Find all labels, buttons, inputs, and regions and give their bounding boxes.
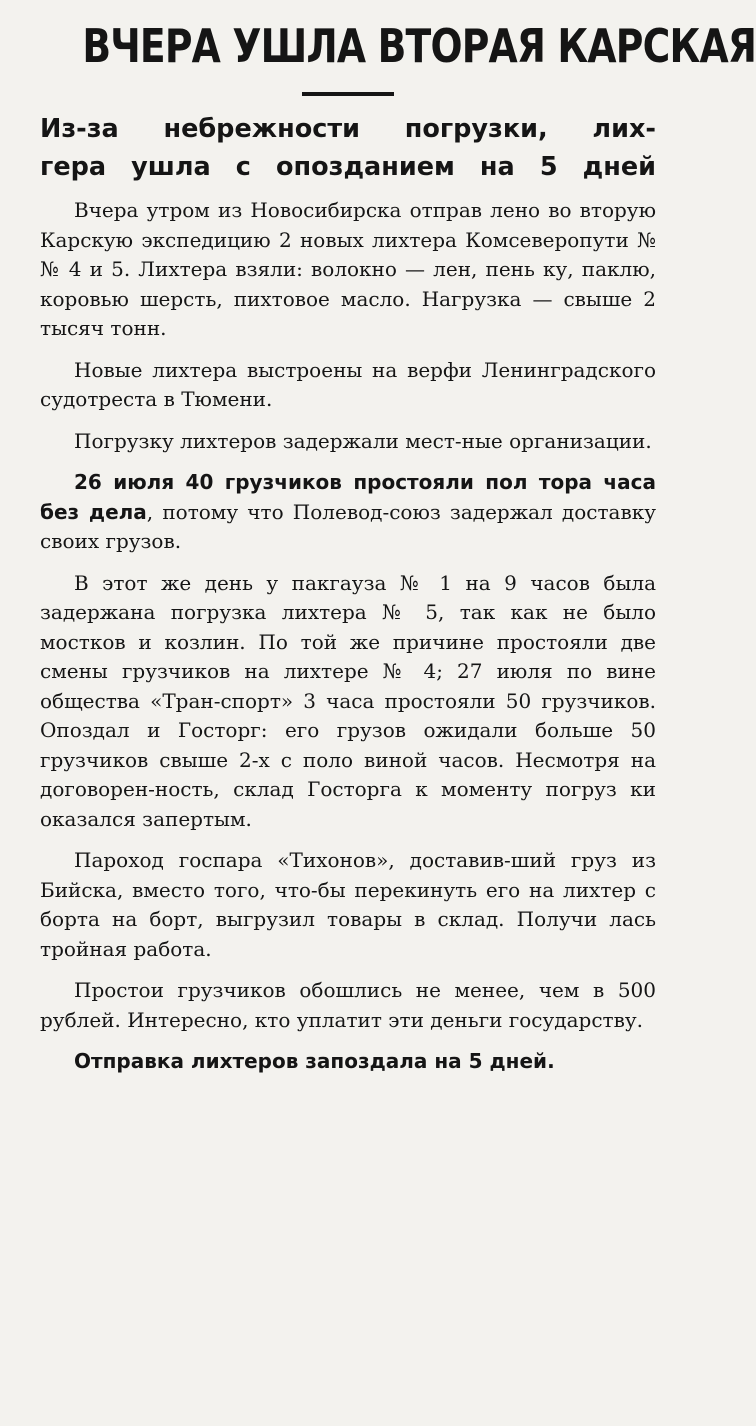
paragraph-6 xyxy=(40,846,656,964)
paragraph-7 xyxy=(40,976,656,1035)
paragraph-text: , потому что Полевод-союз задержал доставку своих грузов. xyxy=(40,499,656,553)
paragraph-1 xyxy=(40,196,656,344)
headline-divider xyxy=(302,92,394,96)
paragraph-text: Новые лихтера выстроены на верфи Ленинградского судотреста в Тюмени. xyxy=(40,357,656,411)
paragraph-8 xyxy=(40,1047,656,1077)
paragraph-text: В этот же день у пакгауза № 1 на 9 часов была задержана погрузка лихтера № 5, так как не было мостков и козлин. По той же причине простояли две смены грузчиков на лихтере № 4; 27 июля по вине общества «Тран-спорт» 3 часа простояли 50 грузчиков. Опоздал и Госторг: его грузов ожидали больше 50 грузчиков свыше 2-х с поло виной часов. Несмотря на договорен-ность, склад Госторга к моменту погруз ки оказался запертым. xyxy=(40,570,656,831)
paragraph-text: Пароход госпара «Тихонов», доставив-ший груз из Бийска, вместо того, что-бы перекинуть его на лихтер с борта на борт, выгрузил товары в склад. Получи лась тройная работа. xyxy=(40,848,656,961)
subheadline-line-2: гера ушла с опозданием на 5 дней xyxy=(40,152,656,182)
paragraph-bold-lead: 26 июля 40 грузчиков простояли пол тора часа без дела xyxy=(40,470,656,524)
paragraph-4 xyxy=(40,468,656,557)
paragraph-5 xyxy=(40,569,656,835)
subheadline-line-1: Из-за небрежности погрузки, лих- xyxy=(40,114,656,144)
paragraph-text: Простои грузчиков обошлись не менее, чем в 500 рублей. Интересно, кто уплатит эти деньги государству. xyxy=(40,978,656,1032)
paragraph-text: Погрузку лихтеров задержали мест-ные организации. xyxy=(74,428,652,453)
subheadline xyxy=(40,110,656,186)
article-body xyxy=(40,196,656,1077)
paragraph-3 xyxy=(40,427,656,457)
paragraph-2 xyxy=(40,356,656,415)
paragraph-bold-lead: Отправка лихтеров запоздала на 5 дней. xyxy=(74,1049,555,1073)
paragraph-text: Вчера утром из Новосибирска отправ лено во вторую Карскую экспедицию 2 новых лихтера Комсеверопути № № 4 и 5. Лихтера взяли: волокно — лен, пень ку, паклю, коровью шерсть, пихтовое масло. Нагрузка — свыше 2 тысяч тонн. xyxy=(40,198,656,340)
headline: ВЧЕРА УШЛА ВТОРАЯ КАРСКАЯ xyxy=(82,19,756,73)
